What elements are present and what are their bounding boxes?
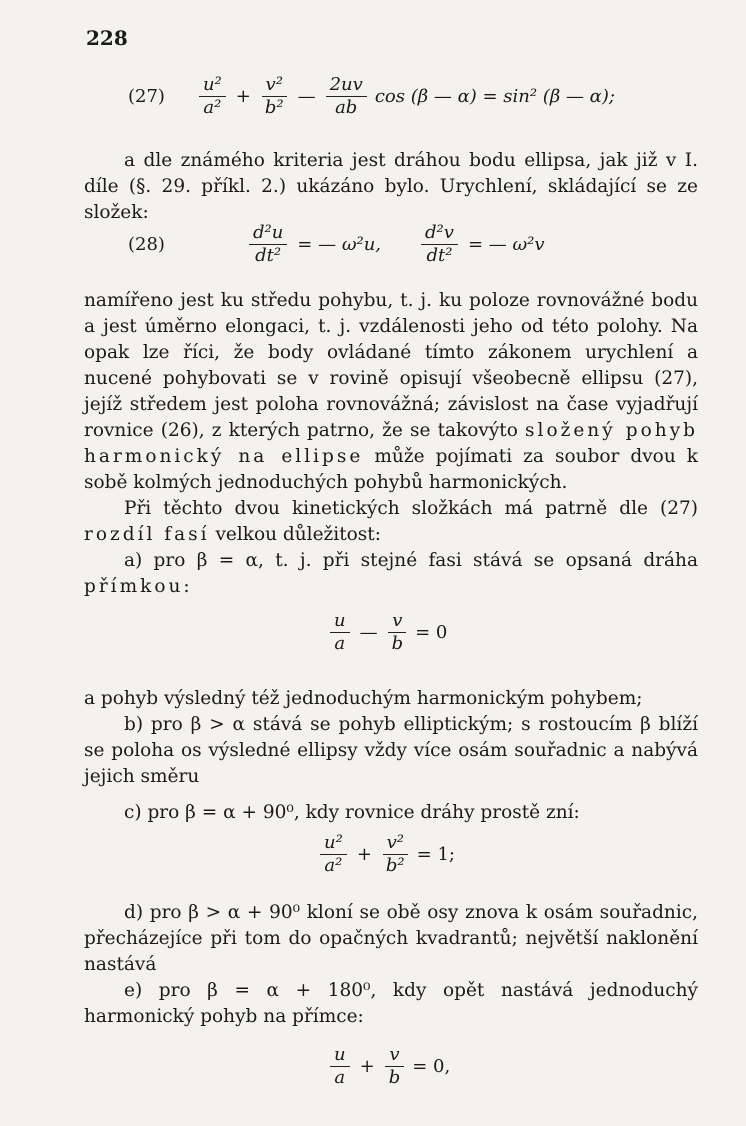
paragraph-text <box>84 288 698 496</box>
text-run: a) pro β = α, t. j. při stejné fasi stává se opsaná dráha <box>124 550 698 571</box>
minus-sign: — <box>297 86 316 107</box>
denominator: a² <box>324 855 343 876</box>
denominator: dt² <box>426 245 453 266</box>
denominator: dt² <box>255 245 282 266</box>
numerator: u <box>330 610 350 633</box>
operator: — <box>359 622 378 643</box>
denominator: b <box>391 633 404 654</box>
fraction <box>421 222 458 267</box>
paragraph-3 <box>84 496 698 548</box>
denominator: a <box>334 633 346 654</box>
denominator: ab <box>335 97 358 118</box>
paragraph-cases-2 <box>84 900 698 1030</box>
paragraph-text: a dle známého kriteria jest dráhou bodu ellipsa, jak již v I. díle (§. 29. příkl. 2.) ukázáno bylo. Urychlení, skládající se ze složek: <box>84 150 698 223</box>
equation-rest: = 0, <box>412 1056 451 1077</box>
numerator: v² <box>383 832 408 855</box>
numerator: v <box>385 1044 403 1067</box>
case-e: e) pro β = α + 180⁰, kdy opět nastává jednoduchý harmonický pohyb na přímce: <box>84 980 698 1027</box>
fraction <box>382 832 409 877</box>
equation-rest: = 1; <box>416 844 455 865</box>
page-number: 228 <box>86 26 128 50</box>
spaced-emphasis: přímkou: <box>84 576 193 597</box>
case-d: d) pro β > α + 90⁰ kloní se obě osy znova k osám souřadnic, přecházejíce při tom do opačných kvadrantů; největší naklonění nastává <box>84 902 698 975</box>
fraction <box>199 74 226 119</box>
equation-28 <box>128 222 545 267</box>
text-run: namířeno jest ku středu pohybu, t. j. ku poloze rovnovážné bodu a jest úměrno elongaci, t. j. vzdálenosti jeho od této polohy. Na opak lze říci, že body ovládané tímto zákonem urychlení a nucené pohybovati se v rovině opisují všeobecně ellipsu (27), jejíž středem jest poloha rovnovážná; závislost na čase vyjadřují rovnice (26), z kterých patrno, že se takovýto <box>84 290 698 441</box>
denominator: a² <box>203 97 222 118</box>
denominator: b² <box>385 855 405 876</box>
case-a <box>84 548 698 600</box>
fraction <box>388 610 408 655</box>
numerator: u² <box>320 832 347 855</box>
spaced-emphasis: rozdíl fasí <box>84 524 210 545</box>
numerator: d²u <box>249 222 287 245</box>
equation-27 <box>128 74 615 119</box>
plus-sign: + <box>235 86 251 107</box>
equation-rest: = — ω²v <box>467 234 545 255</box>
equation-middle: = — ω²u, <box>297 234 382 255</box>
equation-case-c <box>316 832 455 877</box>
case-b: b) pro β > α stává se pohyb elliptickým; s rostoucím β blíží se poloha os výsledné ellipsy vždy více osám souřadnic a nabývá jejich směru <box>84 714 698 787</box>
denominator: a <box>334 1067 346 1088</box>
operator: + <box>359 1056 375 1077</box>
fraction <box>320 832 347 877</box>
fraction <box>385 1044 405 1089</box>
paragraph-cases <box>84 686 698 826</box>
operator: + <box>356 844 372 865</box>
text-run: může pojímati za soubor dvou k sobě kolmých jednoduchých pohybů harmonických. <box>84 446 698 493</box>
equation-rest: cos (β — α) = sin² (β — α); <box>374 86 615 107</box>
paragraph-2 <box>84 288 698 600</box>
text-run: velkou důležitost: <box>215 524 381 545</box>
numerator: u <box>330 1044 350 1067</box>
paragraph-text: a pohyb výsledný též jednoduchým harmonickým pohybem; <box>84 688 643 709</box>
fraction <box>249 222 287 267</box>
numerator: v <box>388 610 406 633</box>
spaced-emphasis: složený pohyb harmonický na ellipse <box>84 420 698 467</box>
numerator: v² <box>262 74 287 97</box>
denominator: b² <box>264 97 284 118</box>
denominator: b <box>388 1067 401 1088</box>
equation-case-a <box>326 610 447 655</box>
numerator: d²v <box>421 222 458 245</box>
equation-rest: = 0 <box>415 622 448 643</box>
numerator: 2uv <box>326 74 367 97</box>
case-c: c) pro β = α + 90⁰, kdy rovnice dráhy prostě zní: <box>124 802 580 823</box>
equation-number: (28) <box>128 234 165 255</box>
fraction <box>261 74 288 119</box>
equation-number: (27) <box>128 86 165 107</box>
fraction <box>330 610 350 655</box>
fraction <box>330 1044 350 1089</box>
fraction <box>326 74 367 119</box>
paragraph-1 <box>84 148 698 226</box>
text-run: Při těchto dvou kinetických složkách má patrně dle (27) <box>124 498 698 519</box>
numerator: u² <box>199 74 226 97</box>
equation-case-e <box>326 1044 450 1089</box>
